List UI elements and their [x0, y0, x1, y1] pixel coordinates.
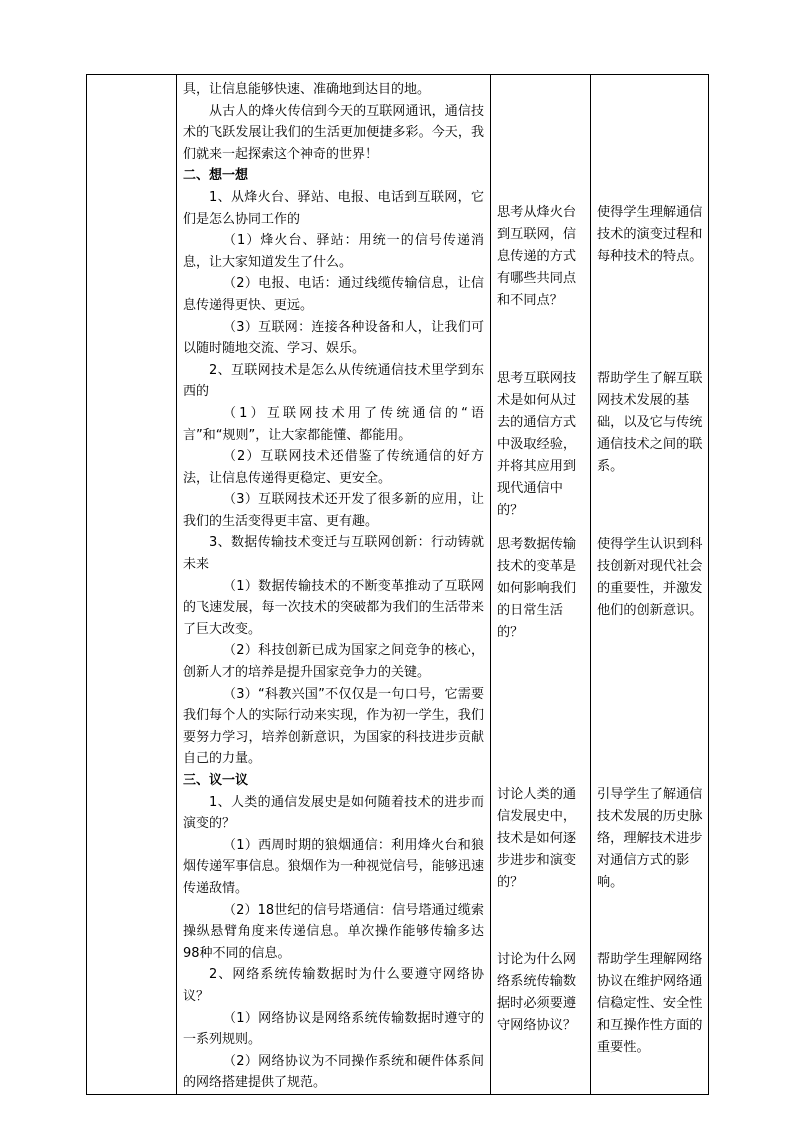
- teaching-process-cell: [177, 75, 491, 1095]
- section-heading: 二、想一想: [183, 168, 249, 184]
- student-activity-note: 思考互联网技术是如何从过去的通信方式中汲取经验，并将其应用到现代通信中的？: [497, 371, 577, 518]
- student-activity-note: 思考数据传输技术的变革是如何影响我们的日常生活的？: [497, 537, 577, 640]
- design-intent-note: 引导学生了解通信技术发展的历史脉络，理解技术进步对通信方式的影响。: [597, 787, 703, 890]
- question-heading: 1、从烽火台、驿站、电报、电话到互联网，它们是怎么协同工作的: [183, 189, 484, 227]
- student-activity-note: 讨论人类的通信发展史中，技术是如何逐步进步和演变的？: [497, 787, 577, 890]
- design-intent-note: 帮助学生了解互联网技术发展的基础，以及它与传统通信技术之间的联系。: [597, 371, 703, 474]
- paragraph: （2）科技创新已成为国家之间竞争的核心，创新人才的培养是提升国家竞争力的关键。: [183, 643, 484, 681]
- paragraph: （1）互联网技术用了传统通信的“语言”和“规则”，让大家都能懂、都能用。: [183, 405, 484, 443]
- paragraph: （2）电报、电话：通过线缆传输信息，让信息传递得更快、更远。: [183, 276, 484, 313]
- paragraph: （1）烽火台、驿站：用统一的信号传递消息，让大家知道发生了什么。: [183, 233, 484, 270]
- question-heading: 3、数据传输技术变迁与互联网创新：行动铸就未来: [183, 535, 484, 573]
- question-heading: 2、网络系统传输数据时为什么要遵守网络协议？: [183, 967, 484, 1004]
- empty-column-cell: [87, 75, 177, 1095]
- table-row: [87, 75, 709, 1095]
- design-intent-note: 帮助学生理解网络协议在维护网络通信稳定性、安全性和互操作性方面的重要性。: [597, 952, 703, 1055]
- paragraph: （1）西周时期的狼烟通信：利用烽火台和狼烟传递军事信息。狼烟作为一种视觉信号，能够迅速传递敌情。: [183, 837, 484, 896]
- paragraph: （3）“科教兴国”不仅仅是一句口号，它需要我们每个人的实际行动来实现，作为初一学生，我们要努力学习，培养创新意识，为国家的科技进步贡献自己的力量。: [183, 686, 484, 767]
- paragraph: （2）互联网技术还借鉴了传统通信的好方法，让信息传递得更稳定、更安全。: [183, 449, 484, 486]
- question-heading: 1、人类的通信发展史是如何随着技术的进步而演变的？: [183, 794, 484, 832]
- question-heading: 2、互联网技术是怎么从传统通信技术里学到东西的: [183, 362, 484, 400]
- design-intent-note: 使得学生认识到科技创新对现代社会的重要性，并激发他们的创新意识。: [597, 537, 703, 618]
- paragraph: （3）互联网技术还开发了很多新的应用，让我们的生活变得更丰富、更有趣。: [183, 492, 484, 529]
- paragraph: 具，让信息能够快速、准确地到达目的地。: [183, 82, 431, 97]
- design-intent-cell: [591, 75, 709, 1095]
- paragraph: 从古人的烽火传信到今天的互联网通讯，通信技术的飞跃发展让我们的生活更加便捷多彩。今天，我们就来一起探索这个神奇的世界！: [183, 103, 484, 162]
- paragraph: （2）网络协议为不同操作系统和硬件体系间的网络搭建提供了规范。: [183, 1053, 484, 1091]
- section-heading: 三、议一议: [183, 773, 249, 788]
- design-intent-note: 使得学生理解通信技术的演变过程和每种技术的特点。: [597, 205, 703, 264]
- paragraph: （1）网络协议是网络系统传输数据时遵守的一系列规则。: [183, 1010, 484, 1048]
- student-activity-cell: [491, 75, 591, 1095]
- student-activity-note: 思考从烽火台到互联网，信息传递的方式有哪些共同点和不同点？: [497, 205, 577, 308]
- paragraph: （2）18世纪的信号塔通信：信号塔通过缆索操纵悬臂角度来传递信息。单次操作能够传输多达98种不同的信息。: [183, 902, 484, 961]
- student-activity-note: 讨论为什么网络系统传输数据时必须要遵守网络协议？: [497, 952, 577, 1033]
- lesson-plan-table: [86, 74, 709, 1095]
- paragraph: （3）互联网：连接各种设备和人，让我们可以随时随地交流、学习、娱乐。: [183, 319, 484, 357]
- paragraph: （1）数据传输技术的不断变革推动了互联网的飞速发展，每一次技术的突破都为我们的生活带来了巨大改变。: [183, 578, 484, 637]
